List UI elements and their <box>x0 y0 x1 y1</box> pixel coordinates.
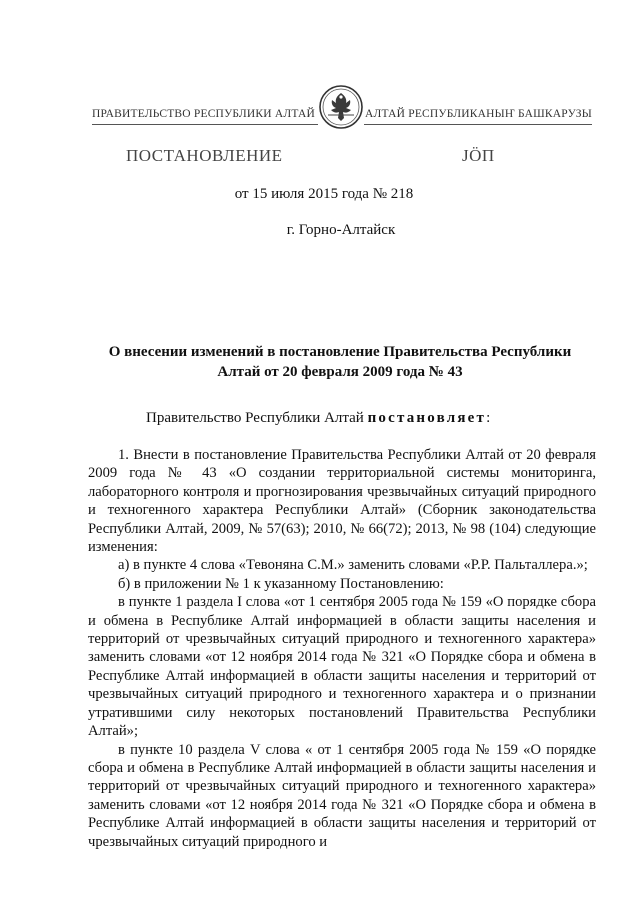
paragraph-5: в пункте 10 раздела V слова « от 1 сентября 2005 года № 159 «О порядке сбора и обмена в Республике Алтай информацией в области защиты населения и территорий от чрезвычайных ситуаций природного и техногенного характера» заменить словами «от 12 ноября 2014 года № 321 «О Порядке сбора и обмена в Республике Алтай информацией в области защиты населения и территорий от чрезвычайных ситуаций природного и <box>88 741 596 850</box>
paragraph-2: а) в пункте 4 слова «Тевоняна С.М.» заменить словами «Р.Р. Пальталлера.»; <box>118 557 588 574</box>
paragraph-1: 1. Внести в постановление Правительства Республики Алтай от 20 февраля 2009 года № 43 «О создании территориальной системы мониторинга, лабораторного контроля и прогнозирования чрезвычайных ситуаций природного и техногенного характера Республики Алтай» (Сборник законодательства Республики Алтай, 2009, № 57(63); 2010, № 66(72); 2013, № 98 (104) следующие изменения: <box>88 447 596 556</box>
document-title: О внесении изменений в постановление Правительства Республики Алтай от 20 февраля 2009 года № 43 <box>108 344 572 380</box>
paragraph-3: б) в приложении № 1 к указанному Постановлению: <box>118 575 444 592</box>
preamble-text: Правительство Республики Алтай <box>146 410 368 426</box>
doc-type-left: ПОСТАНОВЛЕНИЕ <box>126 146 283 165</box>
document-date: от 15 июля 2015 года № 218 <box>234 186 414 202</box>
letterhead <box>92 84 592 132</box>
decree-word: постановляет <box>367 410 487 426</box>
doc-type-right: JÖП <box>462 146 495 165</box>
paragraph-4: в пункте 1 раздела I слова «от 1 сентября 2005 года № 159 «О порядке сбора и обмена в Республике Алтай информацией в области защиты населения и территорий от чрезвычайных ситуаций природного и техногенного характера» заменить словами «от 12 ноября 2014 года № 321 «О Порядке сбора и обмена в Республике Алтай информацией в области защиты населения и территорий от чрезвычайных ситуаций природного и техногенного характера и о признании утратившими силу некоторых постановлений Правительства Республики Алтай»; <box>88 594 596 740</box>
letterhead-left-text: ПРАВИТЕЛЬСТВО РЕСПУБЛИКИ АЛТАЙ <box>92 108 316 120</box>
document-place: г. Горно-Алтайск <box>286 222 396 238</box>
letterhead-right-text: АЛТАЙ РЕСПУБЛИКАНЫҤ БАШКАРУЗЫ <box>365 108 592 120</box>
preamble <box>146 410 490 427</box>
document-body <box>88 446 596 851</box>
coat-of-arms-griffin-icon <box>318 84 364 130</box>
preamble-suffix: : <box>486 410 491 426</box>
